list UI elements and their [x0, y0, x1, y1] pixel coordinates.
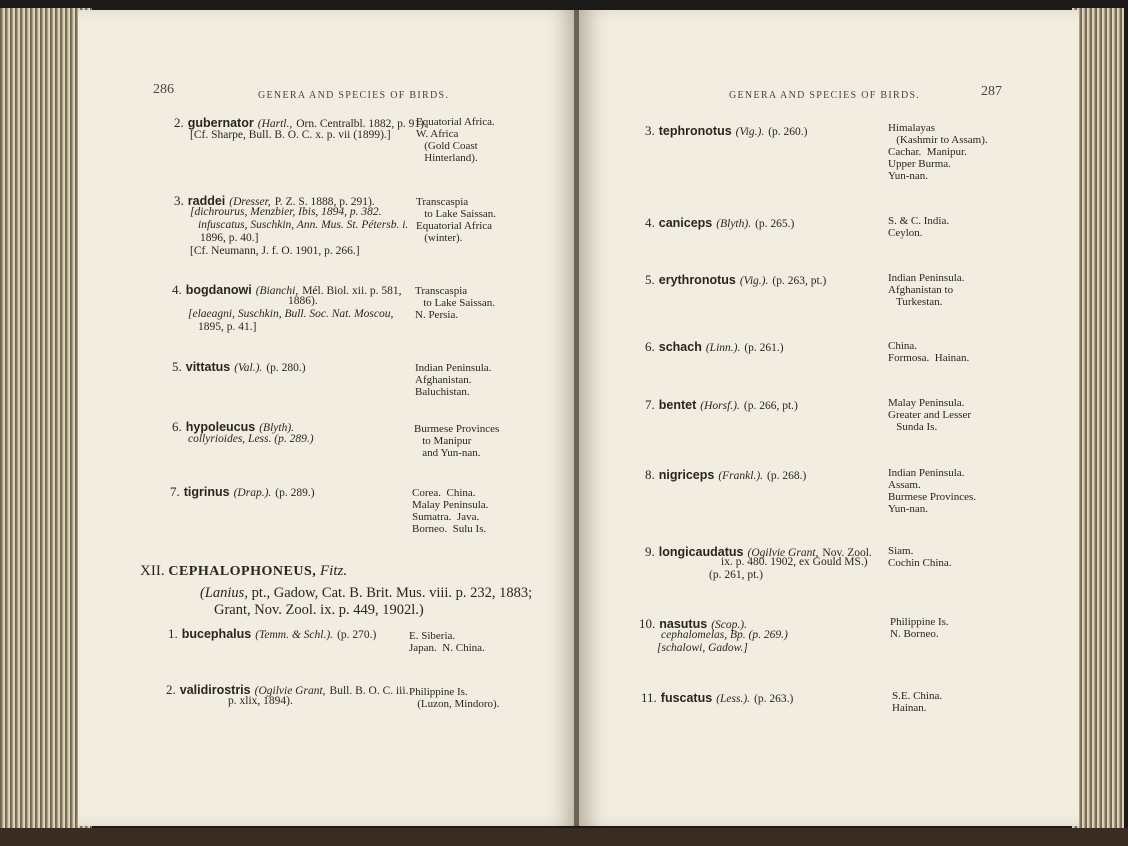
species-entry: 7. bentet (Horsf.). (p. 266, pt.) — [645, 397, 798, 412]
synonym-line: 1896, p. 40.] — [200, 232, 259, 244]
running-head: GENERA AND SPECIES OF BIRDS. — [258, 90, 450, 101]
species-name: schach — [658, 340, 702, 354]
locality: Burmese Provinces to Manipur and Yun-nan. — [414, 423, 500, 459]
species-entry: 11. fuscatus (Less.). (p. 263.) — [641, 690, 794, 705]
species-entry: 10. nasutus (Scop.). — [639, 616, 747, 631]
species-name: caniceps — [658, 216, 713, 230]
locality: Transcaspia to Lake Saissan. N. Persia. — [415, 285, 496, 321]
species-entry: 2. gubernator (Hartl., Orn. Centralbl. 1882, p. 91). — [174, 115, 427, 130]
locality: Equatorial Africa. W. Africa (Gold Coast Hinterland). — [416, 116, 495, 164]
species-entry: 2. validirostris (Ogilvie Grant, Bull. B. O. C. iii. — [166, 682, 409, 697]
locality: Indian Peninsula. Afghanistan to Turkestan. — [888, 272, 965, 308]
book-cover-edge — [0, 828, 1128, 846]
species-name: erythronotus — [658, 273, 736, 287]
locality: Corea. China. Malay Peninsula. Sumatra. Java. Borneo. Sulu Is. — [412, 487, 489, 535]
locality: Philippine Is. N. Borneo. — [890, 616, 949, 640]
species-entry: 3. tephronotus (Vig.). (p. 260.) — [645, 123, 808, 138]
species-name: validirostris — [179, 683, 251, 697]
page-number: 286 — [153, 82, 174, 97]
left-page — [78, 10, 576, 826]
locality: Philippine Is. (Luzon, Mindoro). — [409, 686, 500, 710]
species-entry: 7. tigrinus (Drap.). (p. 289.) — [170, 484, 315, 499]
synonym-line: [elaeagni, Suschkin, Bull. Soc. Nat. Moscou, — [188, 308, 394, 320]
synonym-line: infuscatus, Suschkin, Ann. Mus. St. Pétersb. i. — [198, 219, 409, 231]
species-name: nigriceps — [658, 468, 715, 482]
species-name: bucephalus — [181, 627, 252, 641]
locality: Himalayas (Kashmir to Assam). Cachar. Manipur. Upper Burma. Yun-nan. — [888, 122, 988, 182]
synonym-line: [Cf. Neumann, J. f. O. 1901, p. 266.] — [190, 245, 360, 257]
locality: Transcaspia to Lake Saissan. Equatorial Africa (winter). — [416, 196, 497, 244]
synonym-line: collyrioides, Less. (p. 289.) — [188, 433, 314, 445]
species-entry: 9. longicaudatus (Ogilvie Grant, Nov. Zool. — [645, 544, 872, 559]
synonym-line: p. xlix, 1894). — [228, 695, 293, 707]
species-entry: 5. vittatus (Val.). (p. 280.) — [172, 359, 306, 374]
species-entry: 1. bucephalus (Temm. & Schl.). (p. 270.) — [168, 626, 377, 641]
species-entry: 6. hypoleucus (Blyth). — [172, 419, 295, 434]
species-name: bentet — [658, 398, 697, 412]
synonym-line: 1895, p. 41.] — [198, 321, 257, 333]
species-name: hypoleucus — [185, 420, 256, 434]
species-entry: 4. caniceps (Blyth). (p. 265.) — [645, 215, 795, 230]
synonym-line: (p. 261, pt.) — [709, 569, 763, 581]
locality: Indian Peninsula. Afghanistan. Baluchistan. — [415, 362, 492, 398]
locality: Siam. Cochin China. — [888, 545, 952, 569]
species-entry: 8. nigriceps (Frankl.). (p. 268.) — [645, 467, 807, 482]
locality: China. Formosa. Hainan. — [888, 340, 970, 364]
species-name: longicaudatus — [658, 545, 744, 559]
locality: Indian Peninsula. Assam. Burmese Provinces. Yun-nan. — [888, 467, 976, 515]
locality: S. & C. India. Ceylon. — [888, 215, 950, 239]
genus-reference: (Lanius, pt., Gadow, Cat. B. Brit. Mus. viii. p. 232, 1883; — [200, 585, 533, 601]
locality: Malay Peninsula. Greater and Lesser Sunda Is. — [888, 397, 972, 433]
synonym-line: 1886). — [288, 295, 318, 307]
genus-heading: XII. CEPHALOPHONEUS, Fitz. — [140, 563, 348, 579]
right-page — [579, 10, 1079, 826]
running-head: GENERA AND SPECIES OF BIRDS. — [729, 90, 921, 101]
synonym-line: [Cf. Sharpe, Bull. B. O. C. x. p. vii (1899).] — [190, 129, 391, 141]
species-name: vittatus — [185, 360, 231, 374]
species-entry: 5. erythronotus (Vig.). (p. 263, pt.) — [645, 272, 827, 287]
genus-reference: Grant, Nov. Zool. ix. p. 449, 1902l.) — [214, 602, 424, 618]
synonym-line: cephalomelas, Bp. (p. 269.) — [661, 629, 788, 641]
synonym-line: [dichrourus, Menzbier, Ibis, 1894, p. 382. — [190, 206, 382, 218]
species-name: raddei — [187, 194, 226, 208]
synonym-line: [schalowi, Gadow.] — [657, 642, 748, 654]
species-name: fuscatus — [660, 691, 713, 705]
species-name: nasutus — [659, 617, 708, 631]
species-entry: 3. raddei (Dresser, P. Z. S. 1888, p. 291). — [174, 193, 375, 208]
species-name: tigrinus — [183, 485, 230, 499]
synonym-line: ix. p. 480. 1902, ex Gould MS.) — [721, 556, 868, 568]
species-name: gubernator — [187, 116, 254, 130]
locality: S.E. China. Hainan. — [892, 690, 943, 714]
locality: E. Siberia. Japan. N. China. — [409, 630, 485, 654]
species-name: bogdanowi — [185, 283, 252, 297]
book-page-edges-right — [1072, 8, 1124, 830]
page-number: 287 — [981, 84, 1002, 99]
species-entry: 4. bogdanowi (Bianchi, Mél. Biol. xii. p. 581, — [172, 282, 402, 297]
species-entry: 6. schach (Linn.). (p. 261.) — [645, 339, 784, 354]
species-name: tephronotus — [658, 124, 732, 138]
